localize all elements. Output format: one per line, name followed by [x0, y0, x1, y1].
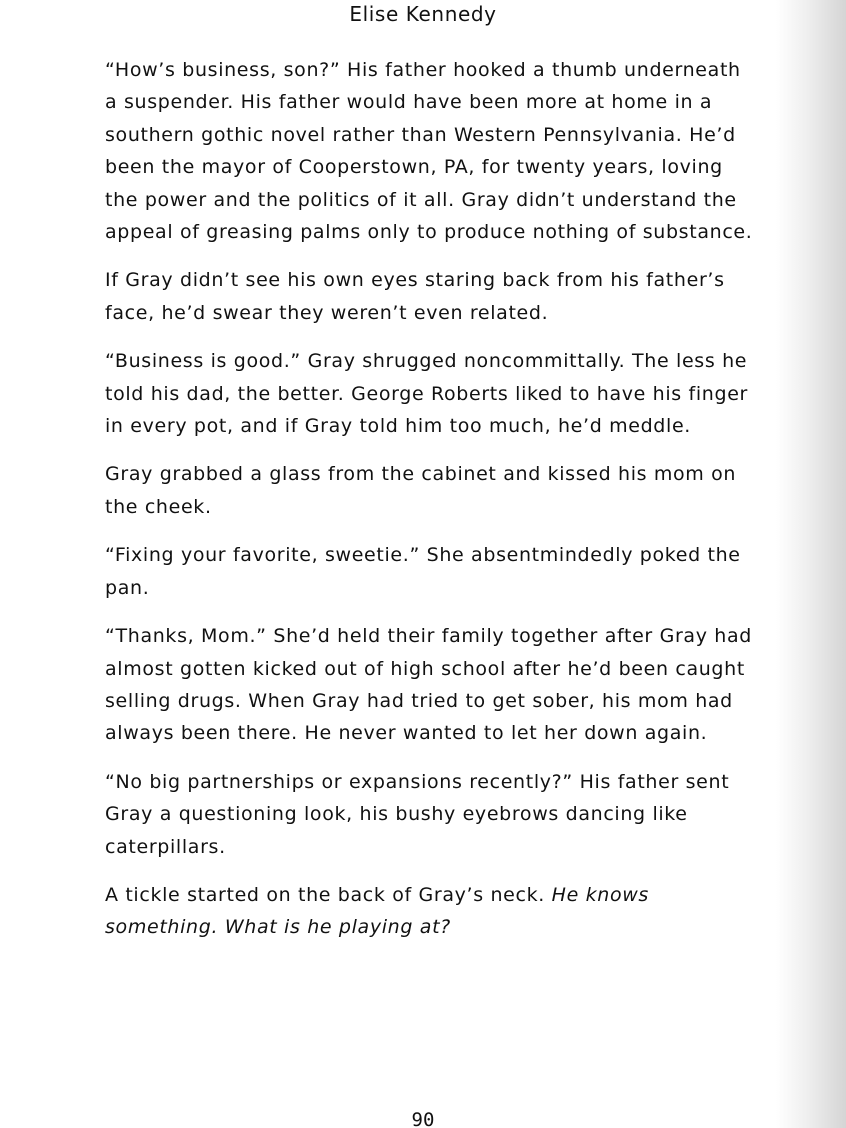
page-number: 90: [411, 1109, 435, 1128]
paragraph-6: “Thanks, Mom.” She’d held their family together after Gray had almost gotten kicked out of high school after he’d been caught selling drugs. When Gray had tried to get sober, his mom had always been there. He never wanted to let her down again.: [105, 625, 752, 745]
paragraph-2: If Gray didn’t see his own eyes staring back from his father’s face, he’d swear they weren’t even related.: [105, 269, 725, 324]
paragraph-5: “Fixing your favorite, sweetie.” She absentmindedly poked the pan.: [105, 544, 741, 599]
paragraph-8-italic-thought: He knows something. What is he playing at?: [105, 883, 649, 939]
body-text: [105, 54, 755, 960]
running-header-author: Elise Kennedy: [349, 2, 497, 26]
paragraph-1: “How’s business, son?” His father hooked a thumb underneath a suspender. His father would have been more at home in a southern gothic novel rather than Western Pennsylvania. He’d been the mayor of Cooperstown, PA, for twenty years, loving the power and the politics of it all. Gray didn’t understand the appeal of greasing palms only to produce nothing of substance.: [105, 59, 753, 244]
paragraph-8-plain: A tickle started on the back of Gray’s neck.: [105, 883, 552, 906]
paragraph-4: Gray grabbed a glass from the cabinet and kissed his mom on the cheek.: [105, 463, 737, 518]
paragraph-8: [105, 879, 755, 944]
page-edge-shadow: [776, 0, 846, 1128]
paragraph-7: “No big partnerships or expansions recently?” His father sent Gray a questioning look, his bushy eyebrows dancing like caterpillars.: [105, 770, 730, 858]
paragraph-3: “Business is good.” Gray shrugged noncommittally. The less he told his dad, the better. George Roberts liked to have his finger in every pot, and if Gray told him too much, he’d meddle.: [105, 350, 749, 438]
